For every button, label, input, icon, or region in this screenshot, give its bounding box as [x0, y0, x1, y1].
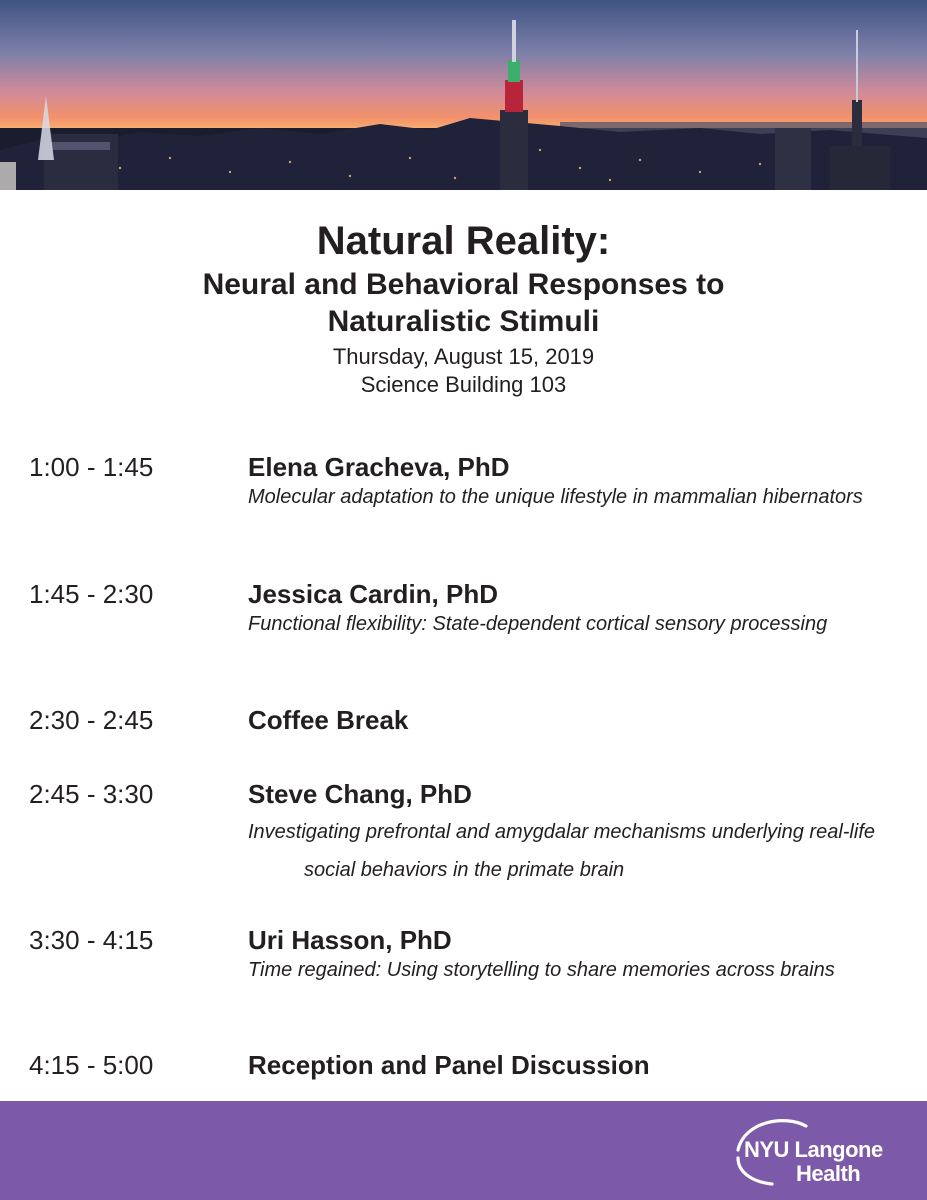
break-title: Coffee Break [248, 705, 409, 735]
talk-title: Functional flexibility: State-dependent cortical sensory processing [248, 613, 828, 635]
slot-time: 2:30 - 2:45 [29, 705, 154, 735]
nyu-langone-logo [732, 1116, 912, 1188]
slot-time: 4:15 - 5:00 [29, 1050, 154, 1080]
event-subtitle-line-2: Naturalistic Stimuli [327, 305, 600, 338]
talk-title: Investigating prefrontal and amygdalar mechanisms underlying real-life social behaviors in the primate brain [248, 821, 875, 881]
speaker-name: Steve Chang, PhD [248, 779, 472, 809]
speaker-name: Uri Hasson, PhD [248, 925, 452, 955]
slot-time: 1:45 - 2:30 [29, 579, 154, 609]
speaker-name: Jessica Cardin, PhD [248, 579, 498, 609]
speaker-name: Elena Gracheva, PhD [248, 452, 510, 482]
skyline-illustration [0, 0, 927, 190]
header-skyline-photo [0, 0, 927, 190]
event-date: Thursday, August 15, 2019 [332, 344, 595, 369]
slot-time: 2:45 - 3:30 [29, 779, 154, 809]
event-subtitle-line-1: Neural and Behavioral Responses to [202, 268, 725, 301]
logo-text-line-2: Health [796, 1161, 861, 1186]
slot-time: 1:00 - 1:45 [29, 452, 154, 482]
reception-title: Reception and Panel Discussion [248, 1050, 650, 1080]
slot-time: 3:30 - 4:15 [29, 925, 154, 955]
talk-title: Time regained: Using storytelling to share memories across brains [248, 959, 835, 981]
talk-title: Molecular adaptation to the unique lifestyle in mammalian hibernators [248, 486, 863, 508]
title-block [0, 216, 927, 399]
event-title: Natural Reality: [316, 219, 611, 263]
logo-text-line-1: NYU Langone [744, 1137, 883, 1162]
event-location: Science Building 103 [360, 372, 567, 397]
